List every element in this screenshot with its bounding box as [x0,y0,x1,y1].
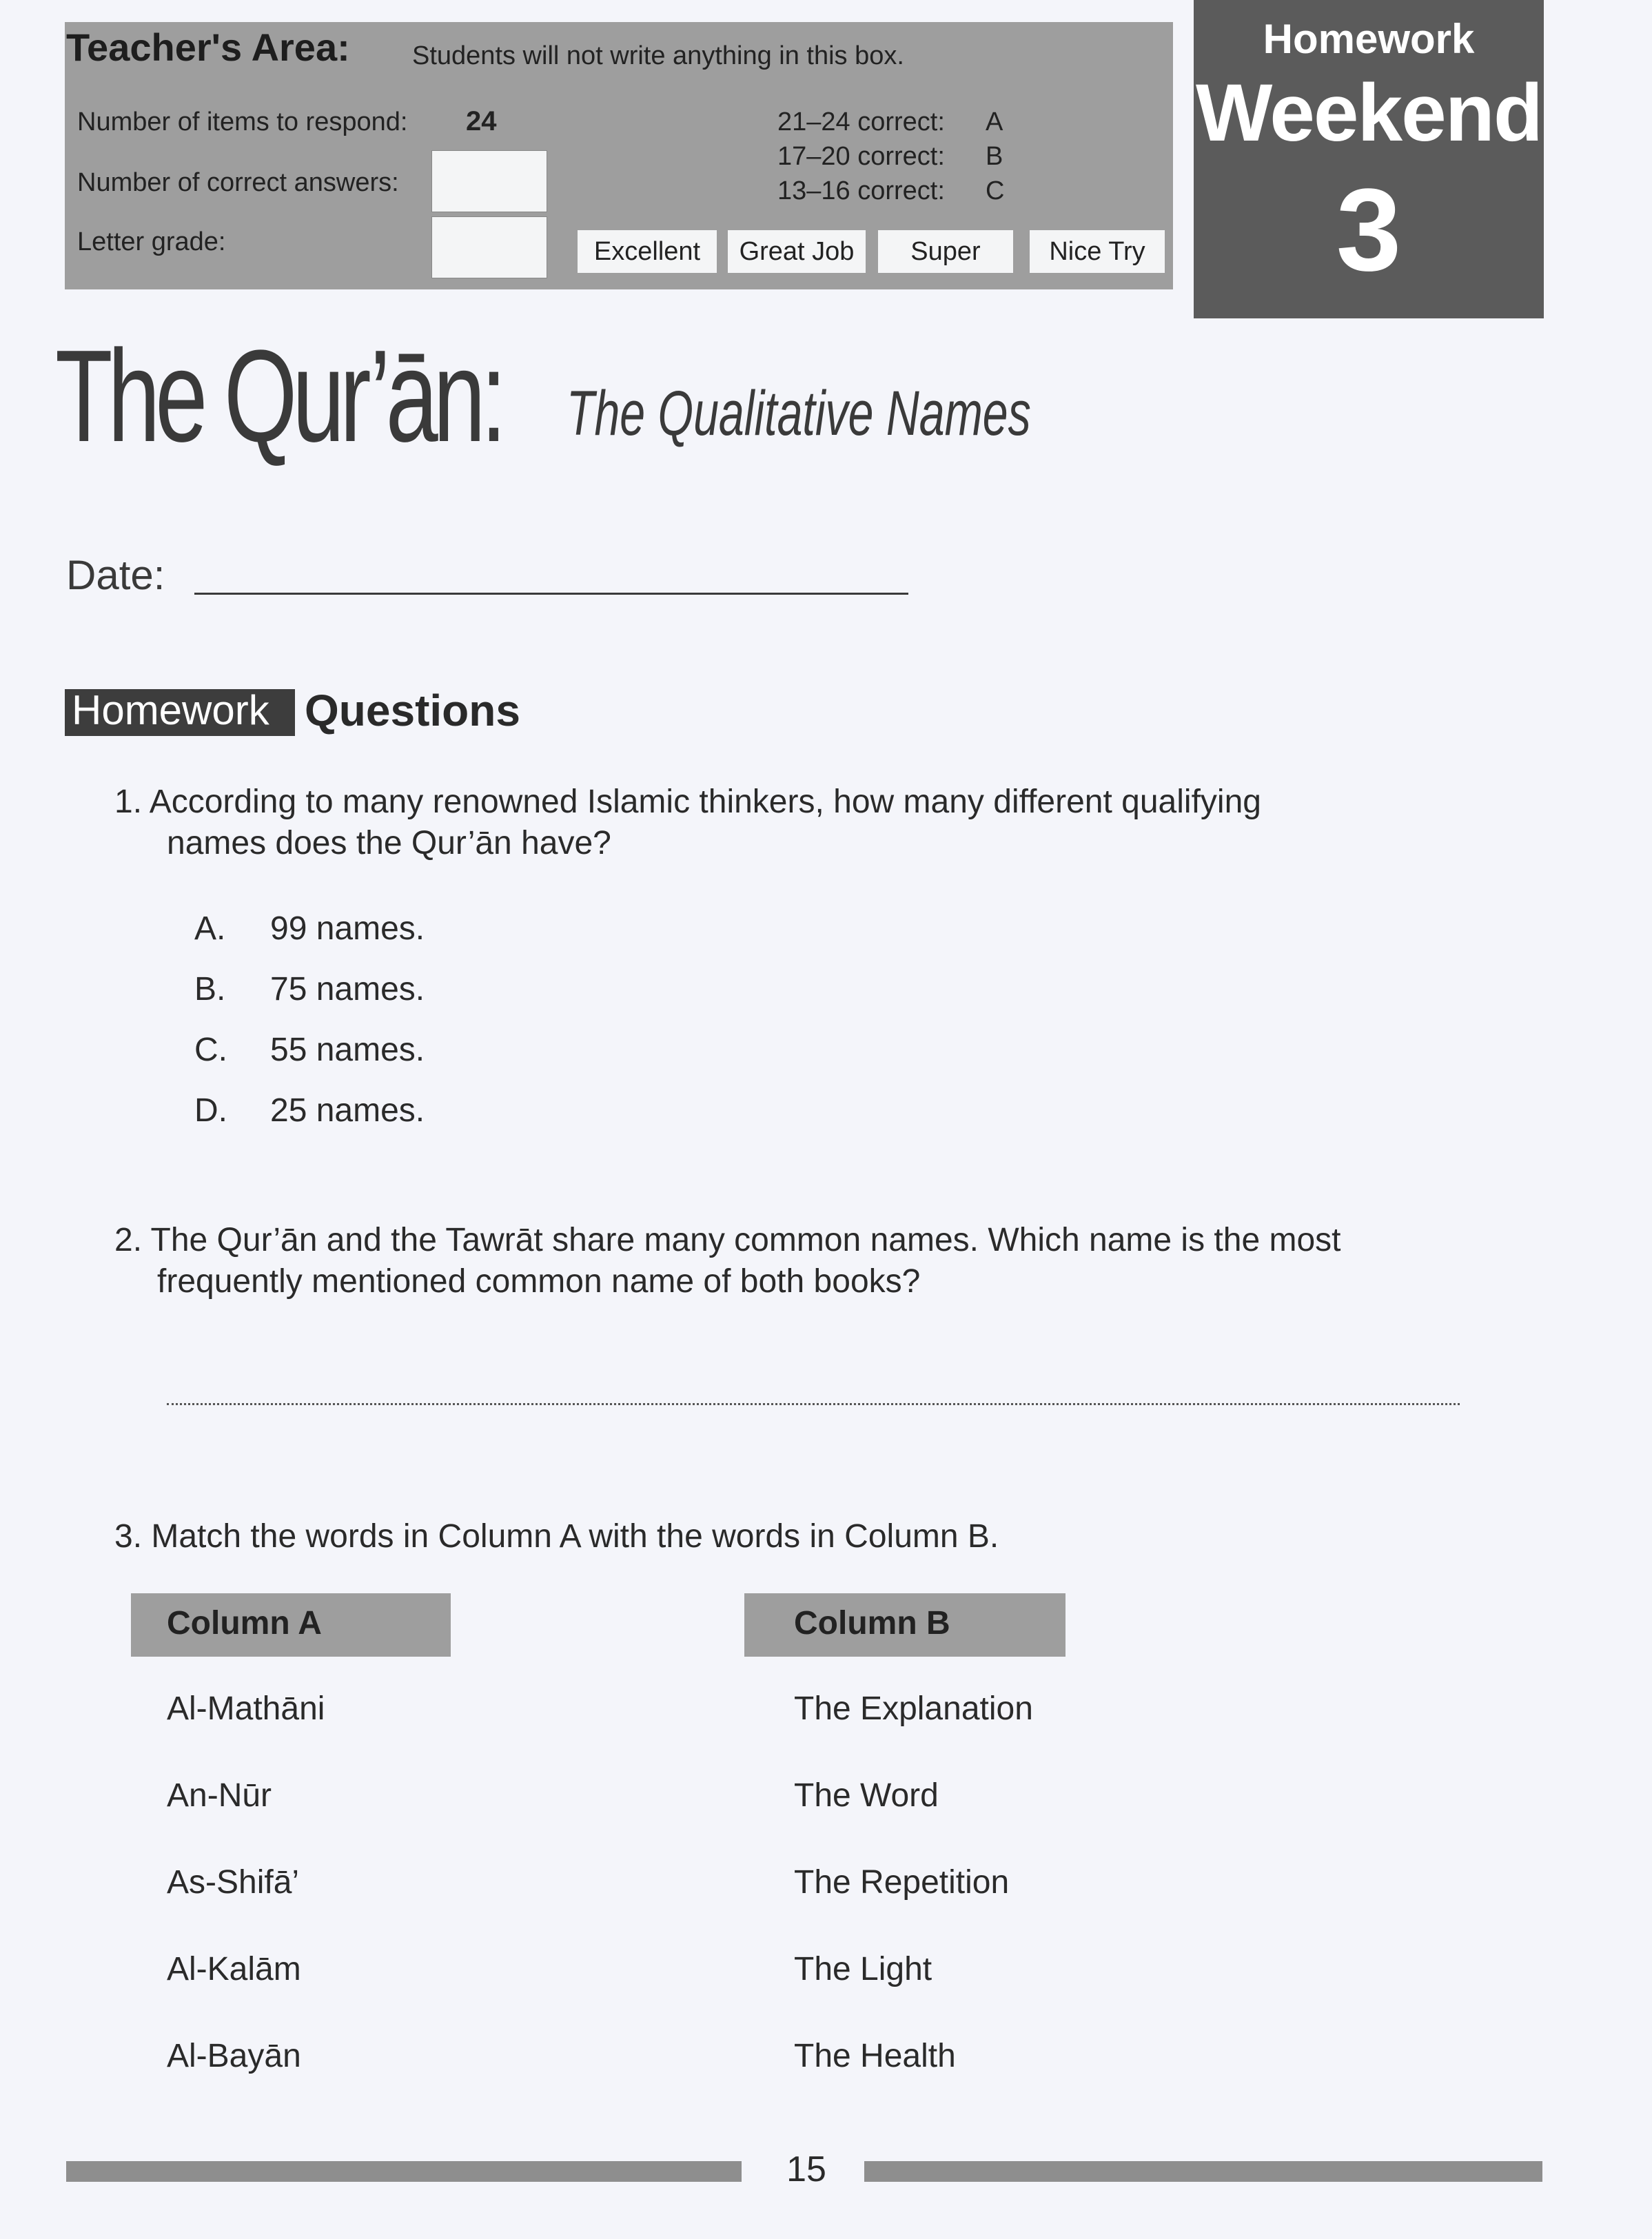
question-2-text: 2. The Qur’ān and the Tawrāt share many common names. Which name is the most [114,1222,1341,1258]
answer-line[interactable] [167,1403,1460,1405]
question-1-text-cont: names does the Qur’ān have? [167,825,611,861]
weekend-homework-label: Homework [1263,16,1475,62]
column-b-item[interactable]: The Explanation [794,1690,1033,1727]
grade-scale-row: 17–20 correct: [777,142,945,171]
teacher-area-title: Teacher's Area: [66,25,350,69]
column-b-item[interactable]: The Light [794,1951,932,1987]
column-b-item[interactable]: The Repetition [794,1864,1010,1901]
grade-scale-letter: A [986,108,1003,136]
question-3-text: 3. Match the words in Column A with the words in Column B. [114,1518,999,1555]
page-number: 15 [786,2149,826,2189]
praise-nice-try[interactable]: Nice Try [1030,230,1165,273]
grade-scale-row: 21–24 correct: [777,108,945,136]
date-input-line[interactable] [194,593,908,595]
column-a-item[interactable]: Al-Bayān [167,2038,301,2074]
option-letter: C. [194,1032,227,1068]
praise-super[interactable]: Super [878,230,1013,273]
option-b[interactable]: 75 names. [270,971,425,1008]
column-b-item[interactable]: The Word [794,1777,939,1814]
page-subtitle: The Qualitative Names [567,378,1031,449]
letter-grade-box[interactable] [431,216,547,278]
items-to-respond-value: 24 [466,106,497,136]
correct-answers-label: Number of correct answers: [77,168,399,197]
praise-excellent[interactable]: Excellent [578,230,717,273]
correct-answers-box[interactable] [431,150,547,212]
column-a-item[interactable]: Al-Mathāni [167,1690,325,1727]
column-a-header-label: Column A [167,1605,322,1642]
column-a-item[interactable]: An-Nūr [167,1777,272,1814]
grade-scale-letter: C [986,176,1005,205]
column-b-item[interactable]: The Health [794,2038,956,2074]
letter-grade-label: Letter grade: [77,227,226,256]
page-title: The Qur’ān: [55,323,502,469]
grade-scale-letter: B [986,142,1003,171]
option-letter: A. [194,910,226,947]
weekend-title: Weekend [1196,68,1542,159]
question-2-text-cont: frequently mentioned common name of both books? [157,1263,921,1300]
teacher-area-note: Students will not write anything in this box. [412,41,904,70]
option-c[interactable]: 55 names. [270,1032,425,1068]
weekend-number: 3 [1336,165,1402,296]
column-b-header-label: Column B [794,1605,950,1642]
footer-bar-right [864,2161,1542,2182]
column-a-item[interactable]: As-Shifā’ [167,1864,300,1901]
praise-great-job[interactable]: Great Job [728,230,866,273]
option-letter: B. [194,971,226,1008]
homework-tag-label: Homework [72,687,269,733]
date-label: Date: [66,552,165,598]
items-to-respond-label: Number of items to respond: [77,108,408,136]
questions-heading: Questions [305,686,520,735]
question-1-text: 1. According to many renowned Islamic thinkers, how many different qualifying [114,784,1261,820]
option-a[interactable]: 99 names. [270,910,425,947]
grade-scale-row: 13–16 correct: [777,176,945,205]
option-letter: D. [194,1092,227,1129]
footer-bar-left [66,2161,742,2182]
column-a-item[interactable]: Al-Kalām [167,1951,301,1987]
option-d[interactable]: 25 names. [270,1092,425,1129]
